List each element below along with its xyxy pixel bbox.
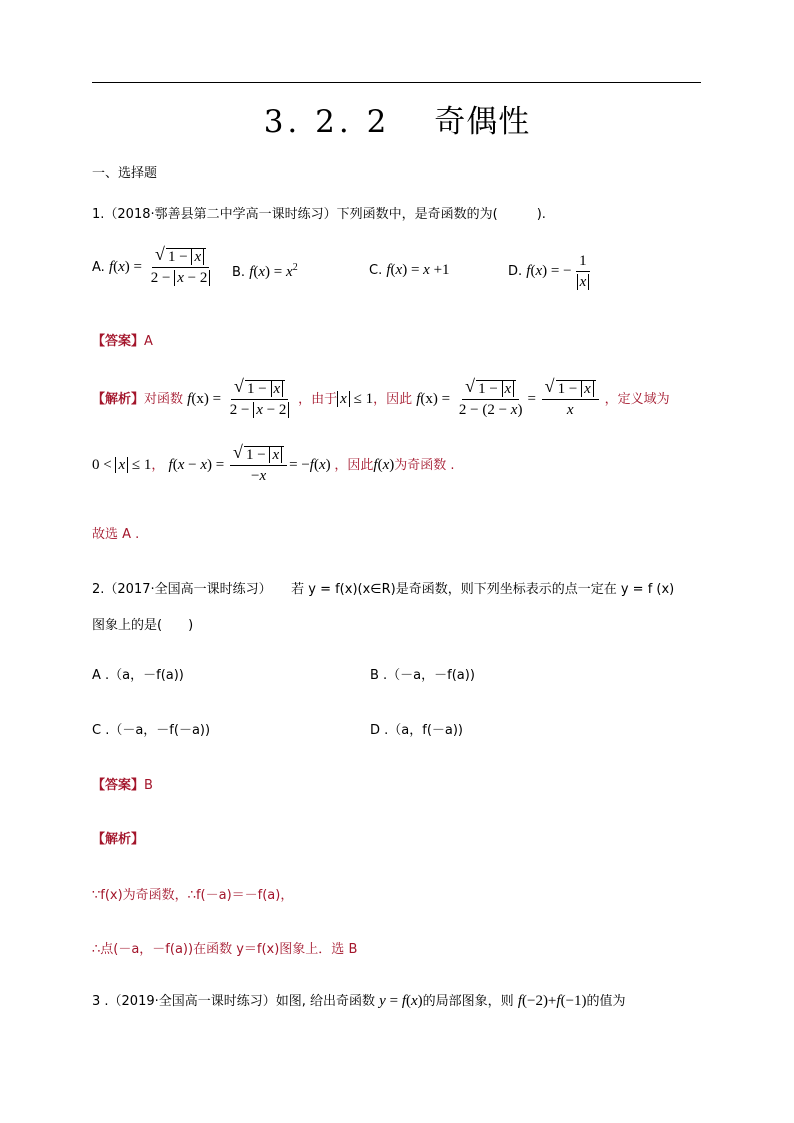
header-rule bbox=[92, 82, 701, 83]
q1-option-c-formula: f(x) = x +1 bbox=[386, 262, 450, 278]
q3-stem-post: 的值为 bbox=[586, 994, 626, 1009]
q1-answer bbox=[92, 330, 153, 349]
q1-analysis-line2: 0 < x ≤ 1， f(x − x) = √ 1 − x −x = −f(x) ，因此f(x)为奇函数 . bbox=[92, 442, 455, 484]
q1-analysis-text6: 为奇函数 . bbox=[394, 457, 455, 473]
q1-option-d-formula: f(x) = − $\frac{1}{x}$ bbox=[526, 263, 594, 279]
q2-stem-line1: 2.（2017·全国高一课时练习） 若 y = f(x)(x∈R)是奇函数，则下列坐标表示的点一定在 y = f (x) bbox=[92, 582, 675, 597]
q1-analysis-text3: ，因此 bbox=[373, 391, 413, 407]
title-text: 奇偶性 bbox=[434, 104, 531, 140]
q1-analysis-text4: ，定义域为 bbox=[604, 391, 670, 407]
q2-analysis-tag bbox=[92, 828, 144, 847]
q1-analysis-text1: 对函数 bbox=[144, 391, 184, 407]
q1-option-b[interactable] bbox=[232, 262, 298, 281]
q2-answer bbox=[92, 774, 153, 793]
q1-answer-value: A bbox=[144, 334, 153, 349]
q1-analysis-tag: 【解析】 bbox=[92, 391, 145, 407]
q1-option-a-label: A. bbox=[92, 259, 105, 275]
title-number: 3. 2. 2 bbox=[263, 104, 391, 140]
page-title bbox=[0, 96, 794, 141]
q1-option-b-formula: $f(x) = x^2$ bbox=[249, 262, 298, 280]
q1-option-b-label: B. bbox=[232, 265, 246, 280]
q1-analysis-text2: ，由于 bbox=[298, 391, 338, 407]
q2-option-a[interactable]: A .（a，－f(a)) bbox=[92, 668, 184, 683]
q2-analysis-tag-text: 【解析】 bbox=[92, 832, 145, 847]
q2-option-c[interactable]: C .（－a，－f(－a)) bbox=[92, 723, 211, 738]
q2-analysis-line2: ∴点(－a，－f(a))在函数 y＝f(x)图象上．选 B bbox=[92, 942, 358, 957]
q2-answer-value: B bbox=[144, 778, 153, 793]
q3-stem-pre: 3 .（2019·全国高一课时练习）如图, 给出奇函数 bbox=[92, 994, 376, 1009]
q2-analysis-line1: ∵f(x)为奇函数，∴f(－a)＝－f(a)， bbox=[92, 888, 294, 903]
q1-option-c[interactable] bbox=[369, 262, 450, 279]
q1-option-c-label: C. bbox=[369, 263, 383, 278]
q2-answer-tag: 【答案】 bbox=[92, 778, 145, 793]
q1-option-a-formula: f(x) = √ 1 − x 2 − x − 2 bbox=[109, 259, 215, 275]
q1-conclusion: 故选 A . bbox=[92, 527, 140, 542]
q2-stem-line2: 图象上的是( ) bbox=[92, 618, 194, 633]
q1-option-d[interactable] bbox=[508, 252, 594, 291]
section-heading: 一、选择题 bbox=[92, 166, 158, 181]
q1-answer-tag: 【答案】 bbox=[92, 334, 145, 349]
q3-stem: 3 .（2019·全国高一课时练习）如图, 给出奇函数 y = f(x)的局部图象，则 f(−2)+f(−1)的值为 bbox=[92, 993, 626, 1009]
q3-stem-mid: 的局部图象，则 bbox=[422, 994, 514, 1009]
q1-option-a[interactable] bbox=[92, 244, 215, 287]
q1-analysis-line1: 【解析】对函数 f(x) = √ 1 − x 2 − x − 2 ，由于 x ≤ 1，因此 f(x) = √ 1 − x 2 − (2 − x) = √ 1 − x x ，定义域为 bbox=[92, 376, 670, 418]
q2-option-b[interactable]: B .（－a，－f(a)) bbox=[370, 668, 475, 683]
q2-option-d[interactable]: D .（a，f(－a)) bbox=[370, 723, 463, 738]
q1-stem: 1.（2018·鄠善县第二中学高一课时练习）下列函数中，是奇函数的为( ). bbox=[92, 207, 546, 222]
q1-option-d-label: D. bbox=[508, 263, 523, 279]
q1-analysis-text5: ，因此 bbox=[334, 457, 374, 473]
